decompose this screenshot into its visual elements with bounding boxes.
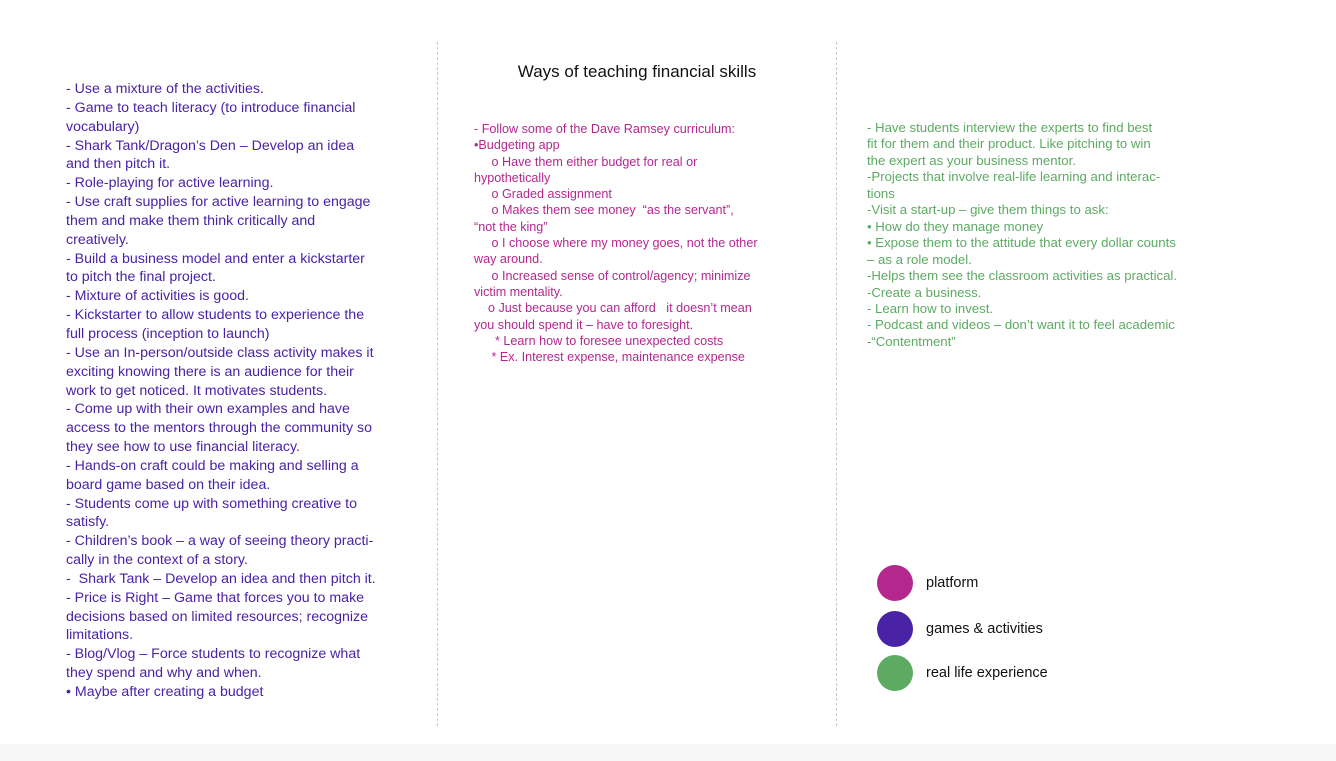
text-line: - Shark Tank – Develop an idea and then pitch it. — [66, 570, 376, 587]
text-line: exciting knowing there is an audience for their — [66, 363, 354, 380]
text-line: * Ex. Interest expense, maintenance expense — [474, 350, 745, 365]
text-line: creatively. — [66, 231, 129, 248]
text-line: -Helps them see the classroom activities as practical. — [867, 268, 1178, 284]
text-line: o Makes them see money “as the servant”, — [474, 203, 734, 218]
text-line: - Shark Tank/Dragon’s Den – Develop an idea — [66, 137, 355, 154]
column-divider-left — [437, 42, 438, 726]
text-line: tions — [867, 185, 895, 201]
text-line: - Use a mixture of the activities. — [66, 81, 264, 97]
legend-dot-games-activities — [877, 611, 913, 647]
text-line: o Increased sense of control/agency; minimize — [474, 268, 751, 283]
text-line: board game based on their idea. — [66, 476, 271, 493]
text-line: - Build a business model and enter a kickstarter — [66, 250, 365, 267]
legend-label-platform: platform — [926, 575, 979, 591]
text-line: vocabulary) — [66, 118, 140, 135]
text-line: • Maybe after creating a budget — [66, 684, 264, 700]
text-line: victim mentality. — [474, 284, 563, 299]
text-line: o Just because you can afford it doesn’t mean — [474, 301, 752, 316]
legend-dot-platform — [877, 565, 913, 601]
text-line: way around. — [474, 252, 543, 267]
legend-dot-real-life-experience — [877, 655, 913, 691]
text-line: - Game to teach literacy (to introduce financial — [66, 99, 356, 116]
text-line: fit for them and their product. Like pitching to win — [867, 136, 1151, 152]
text-line: • Expose them to the attitude that every dollar counts — [867, 235, 1176, 251]
text-line: - Children’s book – a way of seeing theory practi- — [66, 533, 374, 550]
text-line: •Budgeting app — [474, 138, 560, 153]
text-line: - Follow some of the Dave Ramsey curriculum: — [474, 122, 736, 136]
text-line: - Mixture of activities is good. — [66, 288, 249, 305]
real-life-column — [867, 120, 1227, 350]
text-line: access to the mentors through the community so — [66, 420, 372, 437]
text-line: -“Contentment” — [867, 333, 956, 349]
text-line: -Visit a start-up – give them things to ask: — [867, 202, 1109, 218]
text-line: cally in the context of a story. — [66, 552, 248, 569]
text-line: - Use craft supplies for active learning to engage — [66, 194, 371, 211]
text-line: and then pitch it. — [66, 156, 171, 173]
text-line: - Come up with their own examples and have — [66, 401, 350, 418]
legend-item-games-activities — [877, 611, 1137, 647]
platform-column — [474, 121, 824, 365]
text-line: - Podcast and videos – don’t want it to feel academic — [867, 317, 1175, 333]
text-line: hypothetically — [474, 170, 551, 185]
text-line: “not the king” — [474, 219, 548, 234]
legend-item-platform — [877, 565, 1137, 601]
text-line: – as a role model. — [867, 251, 972, 267]
legend-label-games-activities: games & activities — [926, 621, 1043, 637]
games-activities-column — [66, 80, 426, 702]
text-line: satisfy. — [66, 514, 110, 531]
text-line: - Use an In-person/outside class activity makes it — [66, 344, 374, 361]
text-line: - Blog/Vlog – Force students to recognize what — [66, 646, 361, 663]
text-line: they see how to use financial literacy. — [66, 439, 300, 456]
text-line: work to get noticed. It motivates students. — [66, 382, 328, 399]
text-line: decisions based on limited resources; recognize — [66, 608, 369, 625]
text-line: • How do they manage money — [867, 218, 1044, 234]
column-divider-right — [836, 42, 837, 726]
bottom-band — [0, 744, 1336, 761]
text-line: - Price is Right – Game that forces you to make — [66, 589, 365, 606]
text-line: - Learn how to invest. — [867, 300, 994, 316]
text-line: limitations. — [66, 627, 134, 644]
text-line: - Students come up with something creative to — [66, 495, 357, 512]
diagram-title: Ways of teaching financial skills — [517, 62, 757, 81]
text-line: o I choose where my money goes, not the other — [474, 236, 758, 251]
legend-item-real-life-experience — [877, 655, 1137, 691]
text-line: full process (inception to launch) — [66, 325, 270, 342]
text-line: o Graded assignment — [474, 187, 612, 202]
text-line: -Projects that involve real-life learning and interac- — [867, 169, 1161, 185]
text-line: to pitch the final project. — [66, 269, 216, 286]
text-line: - Role-playing for active learning. — [66, 175, 274, 192]
text-line: - Hands-on craft could be making and selling a — [66, 457, 359, 474]
text-line: * Learn how to foresee unexpected costs — [474, 333, 724, 348]
text-line: them and make them think critically and — [66, 212, 316, 229]
text-line: - Kickstarter to allow students to experience the — [66, 307, 365, 324]
text-line: o Have them either budget for real or — [474, 154, 698, 169]
text-line: they spend and why and when. — [66, 665, 262, 682]
text-line: the expert as your business mentor. — [867, 152, 1076, 168]
text-line: - Have students interview the experts to find best — [867, 120, 1153, 135]
text-line: -Create a business. — [867, 284, 982, 300]
legend-label-real-life-experience: real life experience — [926, 665, 1048, 681]
text-line: you should spend it – have to foresight. — [474, 317, 694, 332]
